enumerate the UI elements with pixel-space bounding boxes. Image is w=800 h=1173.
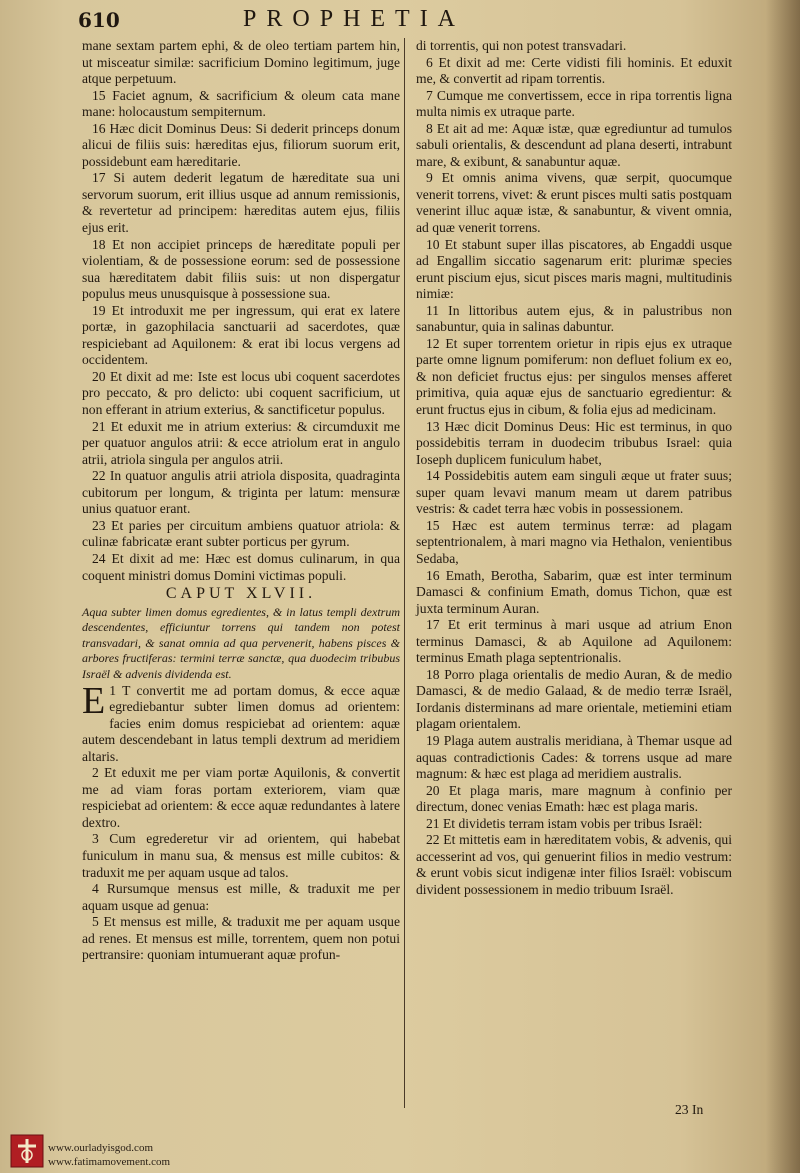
verse-paragraph: 15 Hæc est autem terminus terræ: ad plagam septentrionalem, à mari magno via Hethalon, venientibus Sedaba, [416,517,732,566]
page-number: 610 [78,8,120,32]
left-column [82,38,400,964]
verse-1-text: 1 T convertit me ad portam domus, & ecce aquæ egrediebantur subter limen domus ad orientem: facies enim domus respiciebat ad orientem: aquæ autem descendebant in latus templi dextrum ad meridiem altaris. [82,682,400,764]
verse-paragraph: 22 Et mittetis eam in hæreditatem vobis, & advenis, qui accesserint ad vos, qui genuerint filios in medio vestrum: & erunt vobis sicut indigenæ inter filios Israël: vobiscum divident possessionem in medio tribuum Israël. [416,832,732,897]
verse-paragraph: 16 Hæc dicit Dominus Deus: Si dederit princeps donum alicui de filiis suis: hæreditas ejus, filiorum suorum erit, possidebunt eam hæreditarie. [82,120,400,169]
verse-paragraph: 2 Et eduxit me per viam portæ Aquilonis, & convertit me ad viam foras portam exteriorem, viam quæ respiciebat ad orientem: & ecce aquæ redundantes à latere dextro. [82,765,400,830]
page-footer [0,1128,800,1173]
verse-paragraph: 16 Emath, Berotha, Sabarim, quæ est inter terminum Damasci & confinium Emath, domus Tichon, quæ est juxta terminum Auran. [416,567,732,616]
footer-link-ourladyisgod[interactable]: www.ourladyisgod.com [48,1142,153,1154]
verse-paragraph: 9 Et omnis anima vivens, quæ serpit, quocumque venerit torrens, vivet: & erunt pisces multi satis postquam venerint illuc aquæ istæ, & sanabuntur, & vivent omnia, ad quæ venerit torrens. [416,170,732,236]
verse-paragraph: 23 Et paries per circuitum ambiens quatuor atriola: & culinæ fabricatæ erant subter porticus per gyrum. [82,517,400,550]
verse-paragraph: 3 Cum egrederetur vir ad orientem, qui habebat funiculum in manu sua, & mensus est mille cubitos: & traduxit me per aquam usque ad talos. [82,831,400,880]
verse-paragraph-first [82,679,400,766]
verse-paragraph: 21 Et dividetis terram istam vobis per tribus Israël: [426,815,703,831]
running-title: PROPHETIA [243,6,466,32]
catchword: 23 In [675,1102,704,1117]
verse-paragraph: mane sextam partem ephi, & de oleo tertiam partem hin, ut misceatur similæ: sacrificium Domino legitimum, juge atque perpetuum. [82,38,400,87]
drop-cap: E [82,679,106,722]
verse-paragraph: 15 Faciet agnum, & sacrificium & oleum cata mane mane: holocaustum sempiternum. [82,87,400,120]
site-logo-icon [10,1134,44,1168]
footer-link-fatimamovement[interactable]: www.fatimamovement.com [48,1156,171,1168]
verse-paragraph: 14 Possidebitis autem eam singuli æque ut frater suus; super quam levavi manum meam ut darem patribus vestris: & cadet terra hæc vobis in possessionem. [416,468,732,517]
verse-paragraph: 18 Et non accipiet princeps de hæreditate populi per violentiam, & de possessione eorum: sed de possessione sua hæreditatem dabit filiis suis: ut non dispergatur populus meus unusquisque à possessione sua. [82,236,400,302]
page-edge-shadow [766,0,800,1173]
verse-paragraph: 18 Porro plaga orientalis de medio Auran, & de medio Damasci, & de medio Galaad, & de medio terræ Israël, Iordanis disterminans ad mare orientale, metiemini etiam plagam orientalem. [416,666,732,732]
chapter-title: CAPUT XLVII. [165,585,317,603]
verse-paragraph: 11 In littoribus autem ejus, & in palustribus non sanabuntur, quia in salinas dabuntur. [416,302,732,335]
verse-paragraph: 17 Si autem dederit legatum de hæreditate sua uni servorum suorum, erit illius usque ad annum remissionis, & revertetur ad principem: hæreditas autem ejus, filiis ejus erit. [82,170,400,236]
verse-paragraph: 12 Et super torrentem orietur in ripis ejus ex utraque parte omne lignum pomiferum: non defluet folium ex eo, & non deficiet fructus ejus: per singulos menses afferet primitiva, quia aquæ ejus de sanctuario egredientur: & erunt fructus ejus in cibum, & folia ejus ad medicinam. [416,335,732,418]
verse-paragraph: 6 Et dixit ad me: Certe vidisti fili hominis. Et eduxit me, & convertit ad ripam torrentis. [416,54,732,87]
verse-paragraph: 21 Et eduxit me in atrium exterius: & circumduxit me per quatuor angulos atrii: & ecce atriolum erat in angulo atrii, atriola singula per angulos atrii. [82,418,400,467]
verse-paragraph: 20 Et plaga maris, mare magnum à confinio per directum, donec venias Emath: hæc est plaga maris. [416,782,732,815]
verse-paragraph: di torrentis, qui non potest transvadari. [416,38,627,53]
verse-paragraph: 24 Et dixit ad me: Hæc est domus culinarum, in qua coquent ministri domus Domini victimas populi. [82,550,400,583]
right-column [416,38,732,898]
verse-paragraph: 20 Et dixit ad me: Iste est locus ubi coquent sacerdotes pro peccato, & pro delicto: ubi coquent sacrificium, ut non efferant in atrium exterius, & sanctificetur populus. [82,368,400,418]
verse-paragraph: 19 Et introduxit me per ingressum, qui erat ex latere portæ, in gazophilacia sanctuarii ad sacerdotes, quæ respiciebant ad Aquilonem: & erat ibi locus vergens ad occidentem. [82,302,400,368]
verse-paragraph: 13 Hæc dicit Dominus Deus: Hic est terminus, in quo possidebitis terram in duodecim tribubus Israel: quia Ioseph duplicem funiculum habet, [416,418,732,467]
verse-paragraph: 19 Plaga autem australis meridiana, à Themar usque ad aquas contradictionis Cades: & torrens usque ad mare magnum: & hæc est plaga ad meridiem australis. [416,732,732,782]
page-header [78,6,768,36]
chapter-summary: Aqua subter limen domus egredientes, & in latus templi dextrum descendentes, efficiuntur torrens qui tandem non potest transvadari, & sanat omnia ad qua pervenerit, habens pisces & arbores fructiferas: termini terræ sanctæ, qua duodecim tribubus Israël & advenis dividenda est. [82,604,400,681]
verse-paragraph: 7 Cumque me convertissem, ecce in ripa torrentis ligna multa nimis ex utraque parte. [416,87,732,120]
verse-paragraph: 17 Et erit terminus à mari usque ad atrium Enon terminus Damasci, & ab Aquilone ad Aquilonem: terminus Emath plaga septentrionalis. [416,617,732,666]
verse-paragraph: 5 Et mensus est mille, & traduxit me per aquam usque ad renes. Et mensus est mille, torrentem, quem non potui pertransire: quoniam intumuerant aquæ profun- [82,914,400,963]
verse-paragraph: 10 Et stabunt super illas piscatores, ab Engaddi usque ad Engallim siccatio sagenarum erit: plurimæ species erunt piscium ejus, sicut pisces maris magni, multitudinis nimiæ: [416,236,732,302]
column-divider [404,38,405,1108]
verse-paragraph: 4 Rursumque mensus est mille, & traduxit me per aquam usque ad genua: [82,881,400,913]
verse-paragraph: 22 In quatuor angulis atrii atriola disposita, quadraginta cubitorum per longum, & triginta per latum: mensuræ unius quatuor erant. [82,468,400,517]
verse-paragraph: 8 Et ait ad me: Aquæ istæ, quæ egrediuntur ad tumulos sabuli orientalis, & descendunt ad plana deserti, intrabunt mare, & exibunt, & sanabuntur aquæ. [416,120,732,169]
